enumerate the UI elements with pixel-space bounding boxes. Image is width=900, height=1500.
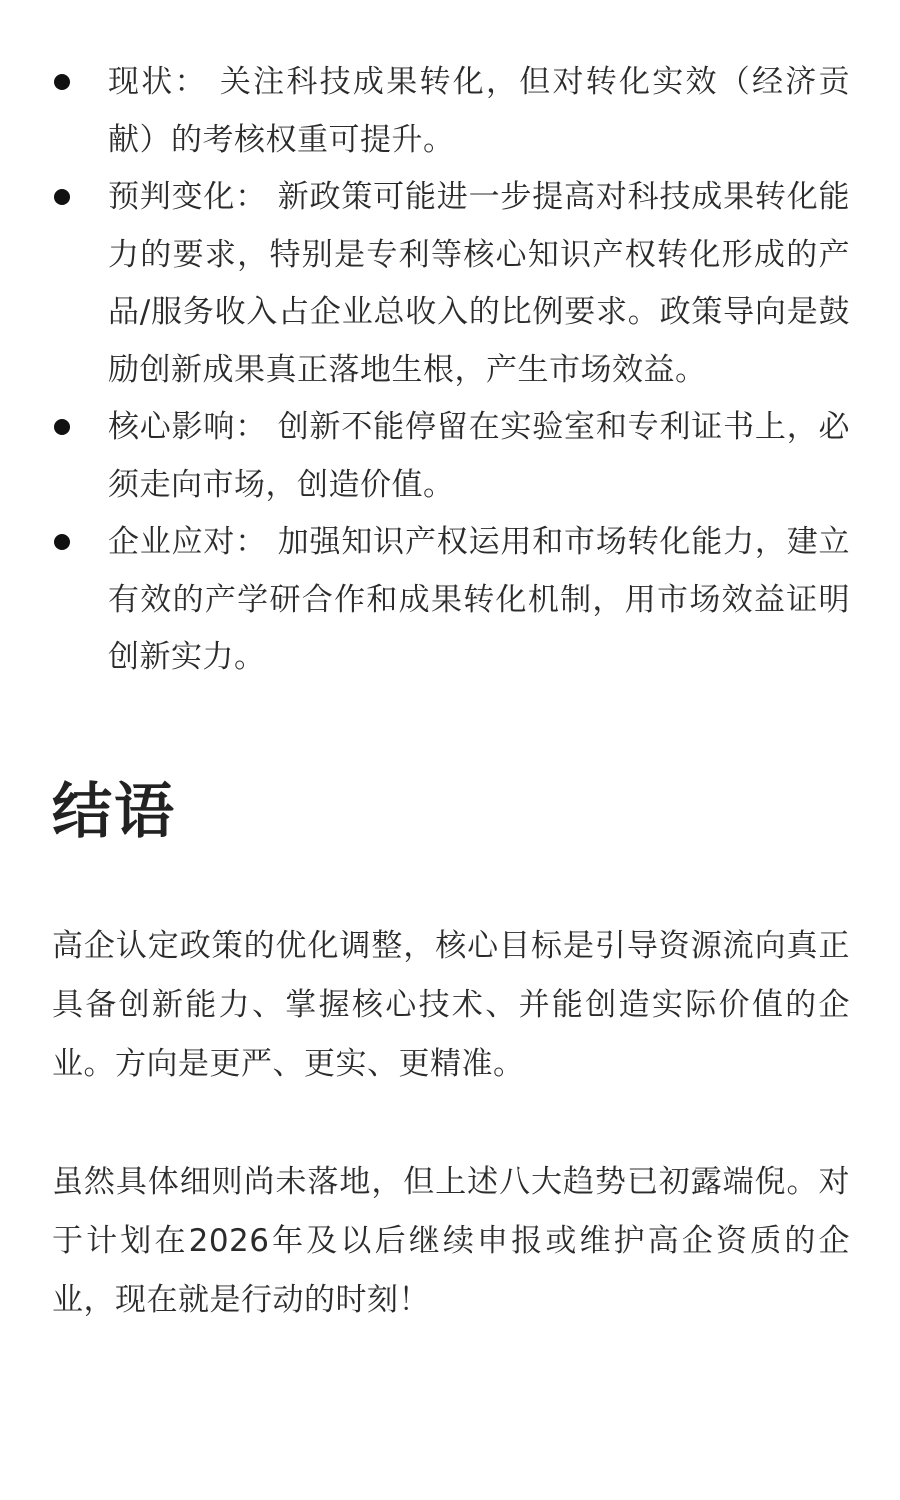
trend-bullet-list: [52, 54, 850, 687]
bullet-dot-icon: [54, 189, 70, 205]
conclusion-paragraph-2: 虽然具体细则尚未落地，但上述八大趋势已初露端倪。对于计划在2026年及以后继续申报或维护高企资质的企业，现在就是行动的时刻！: [52, 1163, 850, 1318]
bullet-label: 现状：: [108, 64, 208, 100]
conclusion-paragraph-1: 高企认定政策的优化调整，核心目标是引导资源流向真正具备创新能力、掌握核心技术、并能创造实际价值的企业。方向是更严、更实、更精准。: [52, 927, 850, 1082]
bullet-dot-icon: [54, 419, 70, 435]
bullet-label: 企业应对：: [108, 524, 268, 560]
conclusion-heading: 结语: [52, 776, 176, 847]
bullet-label: 核心影响：: [108, 409, 268, 445]
bullet-item-impact: [52, 399, 850, 514]
bullet-item-response: [52, 514, 850, 687]
bullet-text: 新政策可能进一步提高对科技成果转化能力的要求，特别是专利等核心知识产权转化形成的产品/服务收入占企业总收入的比例要求。政策导向是鼓励创新成果真正落地生根，产生市场效益。: [108, 179, 851, 388]
bullet-item-forecast: [52, 169, 850, 399]
bullet-dot-icon: [54, 74, 70, 90]
bullet-text: 关注科技成果转化，但对转化实效（经济贡献）的考核权重可提升。: [108, 64, 851, 158]
bullet-label: 预判变化：: [108, 179, 268, 215]
bullet-text: 创新不能停留在实验室和专利证书上，必须走向市场，创造价值。: [108, 409, 851, 503]
bullet-dot-icon: [54, 534, 70, 550]
bullet-item-status: [52, 54, 850, 169]
bullet-text: 加强知识产权运用和市场转化能力，建立有效的产学研合作和成果转化机制，用市场效益证明创新实力。: [108, 524, 851, 675]
